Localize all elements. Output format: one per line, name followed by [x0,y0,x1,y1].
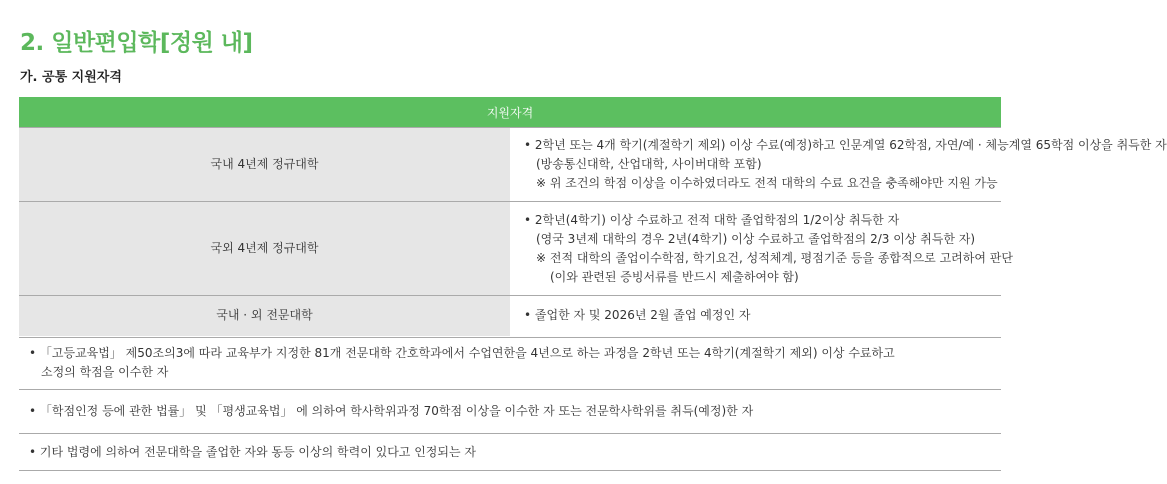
row-category: 국내 4년제 정규대학 [19,128,510,202]
subsection-title: 가. 공통 지원자격 [20,70,122,85]
section-title: 2. 일반편입학[정원 내] [20,30,253,56]
description-line: • 2학년(4학기) 이상 수료하고 전적 대학 졸업학점의 1/2이상 취득한 자 [524,212,900,227]
description-line: • 졸업한 자 및 2026년 2월 졸업 예정인 자 [524,308,751,323]
note-line: • 「고등교육법」 제50조의3에 따라 교육부가 지정한 81개 전문대학 간호학과에서 수업연한을 4년으로 하는 과정을 2학년 또는 4학기(계절학기 제외) 이상 수료하고 [29,346,895,360]
description-line: (영국 3년제 대학의 경우 2년(4학기) 이상 수료하고 졸업학점의 2/3 이상 취득한 자) [536,231,976,246]
description-note: ※ 전적 대학의 졸업이수학점, 학기요건, 성적체계, 평점기준 등을 종합적으로 고려하여 판단 [536,250,1013,265]
row-description [510,202,1013,296]
additional-eligibility-list [19,337,1001,471]
description-line: (이와 관련된 증빙서류를 반드시 제출하여야 함) [550,269,799,284]
table-header: 지원자격 [19,97,1001,128]
note-line: 소정의 학점을 이수한 자 [41,365,169,379]
description-note: ※ 위 조건의 학점 이상을 이수하였더라도 전적 대학의 수료 요건을 충족해야만 지원 가능 [536,176,998,190]
row-category: 국내 · 외 전문대학 [19,296,510,336]
row-description [510,296,1001,336]
description-line: • 2학년 또는 4개 학기(계절학기 제외) 이상 수료(예정)하고 인문계열 62학점, 자연/예 · 체능계열 65학점 이상을 취득한 자 [524,138,1167,152]
table-row-domestic-university [19,128,1001,202]
description-line: (방송통신대학, 산업대학, 사이버대학 포함) [536,157,762,171]
row-category: 국외 4년제 정규대학 [19,202,510,296]
note-line: • 기타 법령에 의하여 전문대학을 졸업한 자와 동등 이상의 학력이 있다고 인정되는 자 [29,445,476,459]
eligibility-table [19,97,1167,336]
list-item [19,337,1001,389]
list-item [19,433,1001,471]
row-description [510,128,1167,202]
table-row-college [19,296,1001,336]
table-header-row [19,97,1001,128]
table-row-foreign-university [19,202,1001,296]
list-item [19,389,1001,433]
eligibility-table-grid [19,97,1167,336]
note-line: • 「학점인정 등에 관한 법률」 및 「평생교육법」 에 의하여 학사학위과정 70학점 이상을 이수한 자 또는 전문학사학위를 취득(예정)한 자 [29,404,754,418]
